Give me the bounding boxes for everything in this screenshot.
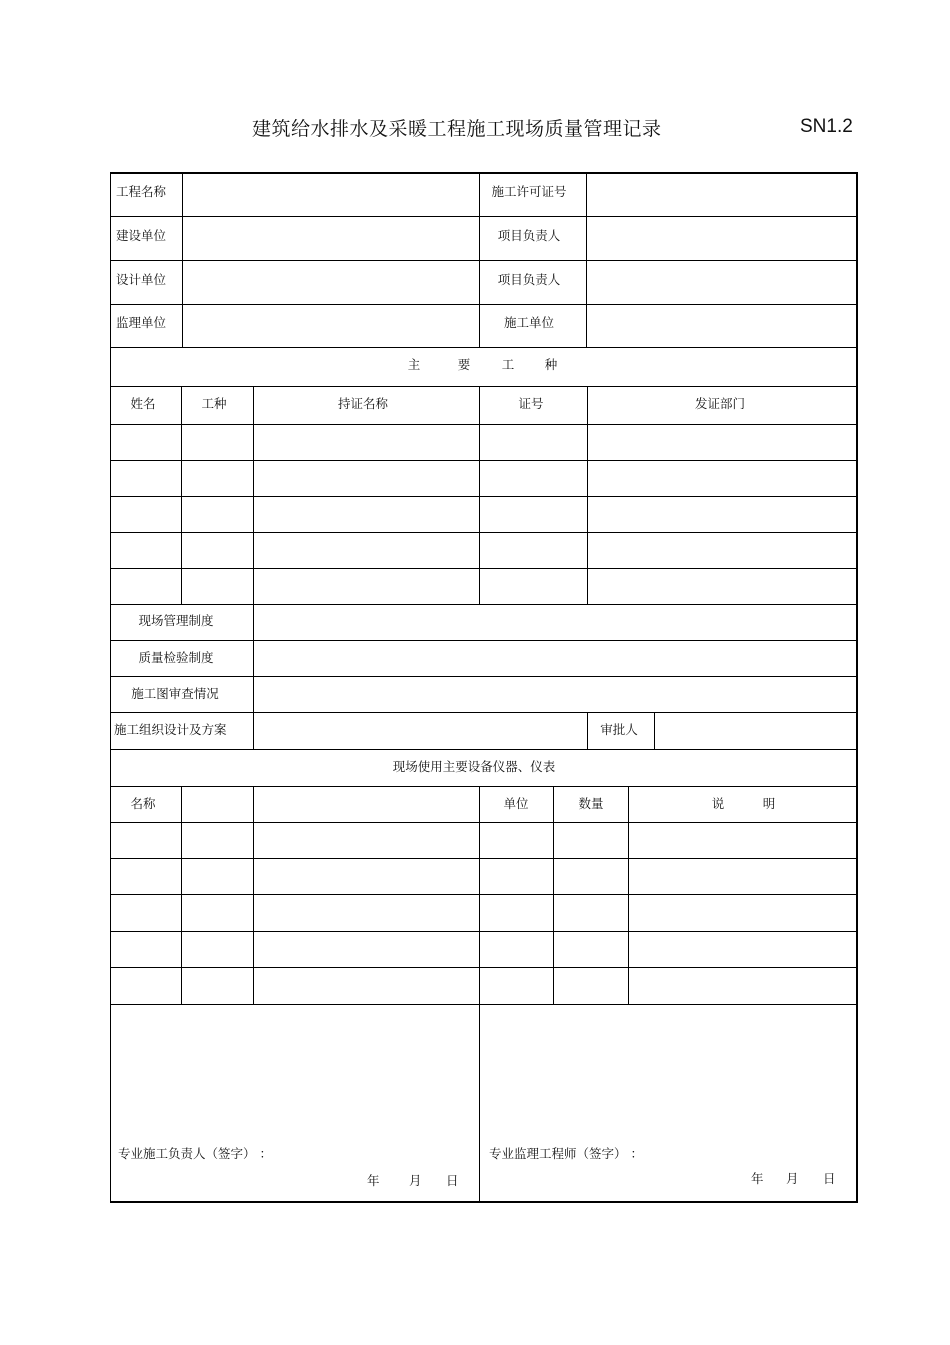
design-pm-label: 项目负责人 [497,272,561,287]
supervisor-date-month: 月 [786,1171,799,1186]
form-code: SN1.2 [800,116,853,137]
owner-pm-label: 项目负责人 [497,228,561,243]
trades-col-issuer: 发证部门 [694,396,746,411]
contractor-date-day: 日 [446,1173,459,1188]
supervisor-signature-label: 专业监理工程师（签字） ： [489,1146,643,1161]
equipment-col-qty: 数量 [578,796,604,811]
supervisor-date-day: 日 [823,1171,836,1186]
trades-title-char: 种 [544,357,558,372]
approver-label: 审批人 [600,722,638,737]
equipment-section-title: 现场使用主要设备仪器、仪表 [392,759,556,774]
contractor-date-month: 月 [409,1173,422,1188]
trades-col-cert-no: 证号 [518,396,544,411]
trades-title-char: 要 [457,357,471,372]
owner-unit-label: 建设单位 [116,228,167,243]
design-unit-label: 设计单位 [116,272,167,287]
trades-col-name: 姓名 [130,396,156,411]
quality-inspection-label: 质量检验制度 [138,650,214,665]
supervision-unit-label: 监理单位 [116,315,167,330]
drawing-review-label: 施工图审查情况 [131,686,219,701]
equipment-note-char: 明 [762,796,776,811]
contractor-signature-label: 专业施工负责人（签字） ： [118,1146,272,1161]
contractor-date-year: 年 [367,1173,380,1188]
trades-col-trade: 工种 [201,396,227,411]
project-name-label: 工程名称 [116,184,167,199]
trades-title-char: 工 [501,357,515,372]
construction-plan-label: 施工组织设计及方案 [114,722,227,737]
trades-col-cert-name: 持证名称 [337,396,389,411]
equipment-col-unit: 单位 [503,796,529,811]
equipment-note-char: 说 [711,796,725,811]
trades-title-char: 主 [407,357,421,372]
form-title: 建筑给水排水及采暖工程施工现场质量管理记录 [252,118,662,140]
permit-no-label: 施工许可证号 [491,184,567,199]
equipment-col-name: 名称 [130,796,156,811]
supervisor-date-year: 年 [751,1171,764,1186]
site-management-label: 现场管理制度 [138,613,214,628]
construction-unit-label: 施工单位 [503,315,555,330]
